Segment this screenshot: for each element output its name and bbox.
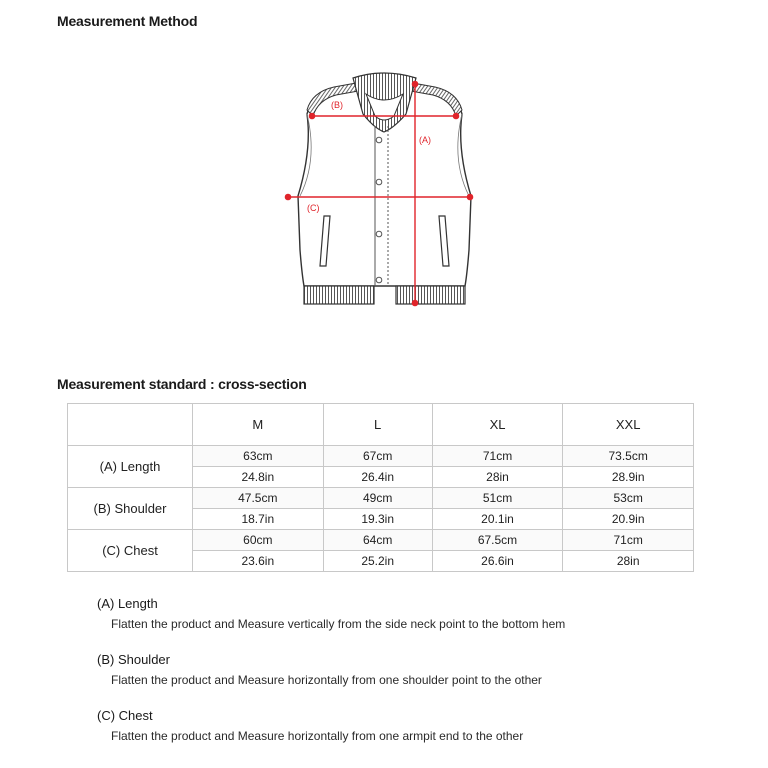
label-a: (A) <box>419 135 431 145</box>
table-cell: 28in <box>432 467 563 488</box>
table-cell: 49cm <box>323 488 432 509</box>
column-header-xl: XL <box>432 404 563 446</box>
header-empty-cell <box>68 404 193 446</box>
note-title: (C) Chest <box>97 708 153 723</box>
measurement-method-heading: Measurement Method <box>57 13 198 29</box>
column-header-xxl: XXL <box>563 404 694 446</box>
table-cell: 25.2in <box>323 551 432 572</box>
table-cell: 26.4in <box>323 467 432 488</box>
table-cell: 20.1in <box>432 509 563 530</box>
table-row <box>68 488 694 509</box>
table-cell: 67cm <box>323 446 432 467</box>
row-label-shoulder: (B) Shoulder <box>68 488 193 530</box>
table-cell: 67.5cm <box>432 530 563 551</box>
table-cell: 63cm <box>193 446 324 467</box>
row-label-length: (A) Length <box>68 446 193 488</box>
table-cell: 47.5cm <box>193 488 324 509</box>
note-title: (B) Shoulder <box>97 652 170 667</box>
table-cell: 71cm <box>563 530 694 551</box>
table-cell: 19.3in <box>323 509 432 530</box>
table-cell: 60cm <box>193 530 324 551</box>
table-cell: 28in <box>563 551 694 572</box>
table-cell: 18.7in <box>193 509 324 530</box>
note-shoulder <box>97 650 717 690</box>
measurement-notes <box>97 594 717 762</box>
column-header-m: M <box>193 404 324 446</box>
note-chest <box>97 706 717 746</box>
table-cell: 24.8in <box>193 467 324 488</box>
table-cell: 73.5cm <box>563 446 694 467</box>
table-row <box>68 446 694 467</box>
table-cell: 23.6in <box>193 551 324 572</box>
table-cell: 28.9in <box>563 467 694 488</box>
measurement-standard-heading: Measurement standard : cross-section <box>57 376 307 392</box>
note-title: (A) Length <box>97 596 158 611</box>
note-text: Flatten the product and Measure horizontally from one armpit end to the other <box>111 729 524 743</box>
label-b: (B) <box>331 100 343 110</box>
column-header-l: L <box>323 404 432 446</box>
table-row <box>68 530 694 551</box>
row-label-chest: (C) Chest <box>68 530 193 572</box>
table-cell: 20.9in <box>563 509 694 530</box>
table-cell: 53cm <box>563 488 694 509</box>
table-cell: 71cm <box>432 446 563 467</box>
vest-diagram <box>276 70 492 315</box>
hem-rib-right <box>396 286 465 304</box>
hem-rib-left <box>304 286 374 304</box>
note-text: Flatten the product and Measure horizontally from one shoulder point to the other <box>111 673 542 687</box>
size-table <box>67 403 694 572</box>
table-cell: 64cm <box>323 530 432 551</box>
table-cell: 51cm <box>432 488 563 509</box>
note-text: Flatten the product and Measure vertically from the side neck point to the bottom hem <box>111 617 566 631</box>
label-c: (C) <box>307 203 320 213</box>
note-length <box>97 594 717 634</box>
table-header-row <box>68 404 694 446</box>
table-cell: 26.6in <box>432 551 563 572</box>
